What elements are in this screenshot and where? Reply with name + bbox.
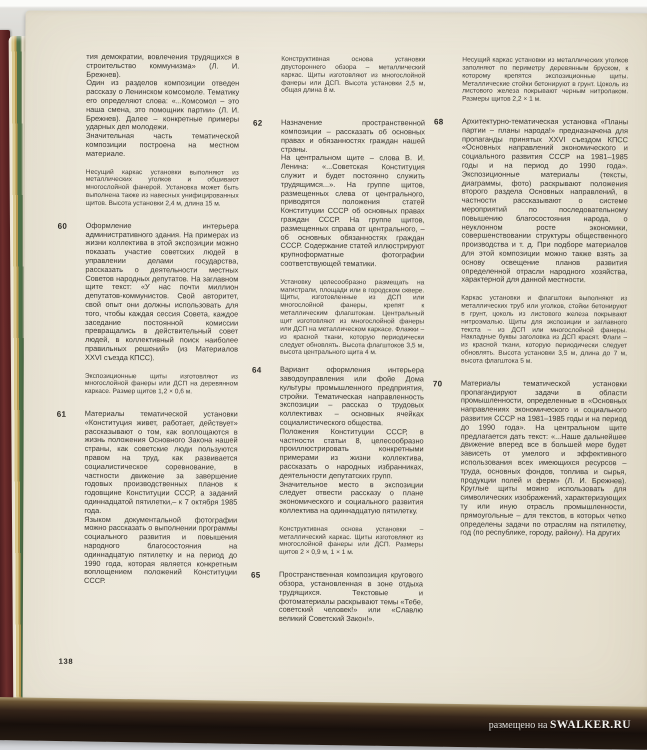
watermark — [489, 719, 631, 731]
spec-paragraph — [85, 372, 238, 396]
watermark-brand: SWALKER.RU — [549, 719, 631, 731]
paragraph-text: Архитектурно-тематическая установка «Планы партии – планы народа!» предназначена для пропаганды принятых XXVI съездом КПСС «Основных направлений экономического и социального развития СССР на 1981–1985 годы и на период до 1990 года». Экспозиционные материалы (тексты, диаграммы, фото) раскрывают положения второго раздела Основных направлений, в частности рассказывают о системе мероприятий по последовательному повышению благосостояния народа, о неуклонном росте экономики, совершенствовании структуры общественного производства и т. д. При подборе материалов для этой композиции можно также взять за основу освещение планов развития определенной отрасли народного хозяйства, характерной для данной местности. — [461, 116, 629, 285]
numbered-paragraph-64 — [251, 364, 424, 516]
spec-paragraph — [461, 295, 627, 366]
numbered-paragraph-68 — [434, 116, 629, 286]
numbered-paragraph-62 — [253, 117, 426, 269]
spec-text: Несущий каркас установки из металлических уголков заполняют по периметру деревянным бруском, к которому крепятся экспозиционные щиты. Металлические стойки бетонируют в грунт. Цоколь из листового железа покрывают черным нитролаком. Размеры щитов 2,2 × 1 м. — [462, 56, 629, 104]
paragraph-text: Вариант оформления интерьера заводоуправления или фойе Дома культуры промышленного предприятия, стройки. Тематическая направленность экспозиции – рассказ о трудовых коллективах – основных ячейках социалистического общества. Положения Конституции СССР, в частности статьи 8, целесообразно проиллюстрировать конкретными примерами из жизни коллектива, рассказать о народных избранниках, деятельности депутатских групп. Значительное место в экспозиции следует отвести рассказу о плане экономического и социального развития коллектива на одиннадцатую пятилетку. — [279, 364, 424, 516]
paragraph-text: Материалы тематической установки пропагандируют задачи в области промышленности, определенные в «Основных направлениях экономического и социального развития СССР на 1981–1985 годы и на период до 1990 года». На центральном щите предлагается дать текст: «...Наше дальнейшее движение вперед все в большей мере будет зависеть от умелого и эффективного использования всех имеющихся ресурсов – труда, основных фондов, топлива и сырья, продукции полей и ферм» (Л. И. Брежнев). Круглые щиты можно использовать для символических изображений, характеризующих ту или иную отрасль промышленности, прямоугольные – для текстов, в которых четко определены задачи по отраслям на пятилетку, год (по республике, городу, району). На других — [460, 378, 627, 538]
numbered-paragraph-61 — [56, 408, 238, 587]
paragraph-number: 61 — [56, 409, 67, 419]
paragraph-text: Материалы тематической установки «Конституция живет, работает, действует» рассказывают о том, как воплощаются в жизнь положения Основного Закона нашей страны, как советские люди пользуются правом на труд, как развивается социалистическое соревнование, в частности движение за завершение годовых производственных планов к годовщине Конституции СССР, а заданий одиннадцатой пятилетки,– к 7 октября 1985 года. Языком документальной фотографии можно рассказать о выполнении программы социального развития и повышения народного благосостояния на одиннадцатую пятилетку и на период до 1990 года, которая является конкретным воплощением положений Конституции СССР. — [84, 408, 238, 586]
watermark-prefix: размещено на — [488, 720, 550, 731]
spec-text: Каркас установки и флагштоки выполняют из металлических труб или уголков, стойки бетонируют в грунт, цоколь из листового железа покрывают нитроэмалью. Щиты для экспозиции и заглавного текста – из ДСП или многослойной фанеры. Накладные буквы заголовка из ДСП красят. Флаги – из красной ткани, которую периодически следует обновлять. Высота установки 3,5 м, длина до 7 м, высота флагштока 5 м. — [460, 294, 628, 365]
page-number: 138 — [58, 656, 74, 666]
spec-text: Конструктивная основа установки двустороннего обзора – металлический каркас. Щиты изготовляют из многослойной фанеры или ДСП. Высота установки 2,5 м, общая длина 8 м. — [281, 55, 426, 95]
spec-paragraph — [281, 56, 425, 96]
spec-paragraph — [279, 525, 423, 557]
spec-text: Несущий каркас установки выполняют из металлических уголков и обшивают многослойной фанерой. Установка может быть выполнена также из навесных унифицированных щитов. Высота установки 2,4 м, длина 15 м. — [85, 168, 239, 208]
paragraph-number: 65 — [251, 570, 261, 580]
paragraph-text: Оформление интерьера административного здания. На примерах из жизни коллектива в этой экспозиции можно показать участие советских людей в управлении делами государства, рассказать о деятельности местных Советов народных депутатов. На заглавном щите текст: «У нас почти миллион депутатов-коммунистов. Свой авторитет, свой опыт они должны использовать для того, чтобы каждая сессия Совета, каждое заседание постоянной комиссии превращались в действительный совет людей, в коллективный поиск наиболее правильных решений» (из Материалов XXVI съезда КПСС). — [84, 220, 239, 362]
paragraph-text: Пространственная композиция кругового обзора, установленная в зоне отдыха трудящихся. Текстовые и фотоматериалы раскрывают темы «Тебе, советский человек!» или «Славлю великий Советский Закон!». — [278, 569, 424, 624]
paragraph-continuation — [86, 53, 239, 159]
numbered-paragraph-60 — [57, 220, 239, 363]
paragraph-number: 60 — [57, 221, 68, 231]
text-column-2 — [251, 55, 426, 625]
spec-text: Установку целесообразно размещать на магистрали, площади или в городском сквере. Щиты, изготовленные из ДСП или многослойной фанеры, крепят к металлическим флагштокам. Центральный щит изготовляют из многослойной фанеры или ДСП на металлическом каркасе. Флажки – из красной ткани, которую периодически следует обновлять. Высота флагштоков 3,5 м, высота центрального щита 4 м. — [280, 278, 425, 357]
spec-paragraph — [280, 279, 424, 358]
text-column-1 — [56, 51, 240, 587]
text-column-3 — [432, 56, 629, 539]
spec-paragraph — [462, 57, 628, 105]
book-page — [22, 11, 647, 710]
paragraph-number: 68 — [434, 117, 444, 127]
spec-text: Экспозиционные щиты изготовляют из многослойной фанеры или ДСП на деревянном каркасе. Размер щитов 1,2 × 0,6 м. — [84, 372, 238, 396]
paragraph-text: Назначение пространственной композиции – рассказать об основных правах и обязанностях граждан нашей страны. На центральном щите – слова В. И. Ленина: «...Советская Конституция служит и будет постоянно служить трудящимся...». На группе щитов, размещенных слева от центрального, приводятся положения статей Конституции СССР об основных правах граждан СССР. На группе щитов, размещенных справа от центрального, – об основных обязанностях граждан СССР. Содержание статей иллюстрируют крупноформатные фотографии соответствующей тематики. — [280, 117, 426, 269]
paragraph-number: 70 — [432, 379, 443, 389]
paragraph-text: тия демократии, вовлечения трудящихся в строительство коммунизма» (Л. И. Брежнев). Один из разделов композиции отведен рассказу о Ленинском комсомоле. Тематику его определяют слова: «...Комсомол – это наша смена, это помощник партии» (Л. И. Брежнев). Далее – конкретные примеры ударных дел молодежи. Значительная часть тематической композиции построена на местном материале. — [85, 51, 240, 158]
numbered-paragraph-70 — [432, 378, 627, 538]
paragraph-number: 62 — [253, 118, 263, 128]
spec-text: Конструктивная основа установки – металлический каркас. Щиты изготовляют из многослойной фанеры или ДСП. Размеры щитов 2 × 0,9 м, 1 × 1 м. — [279, 525, 424, 557]
spec-paragraph — [86, 168, 239, 208]
paragraph-number: 64 — [251, 365, 262, 375]
numbered-paragraph-65 — [251, 569, 424, 624]
